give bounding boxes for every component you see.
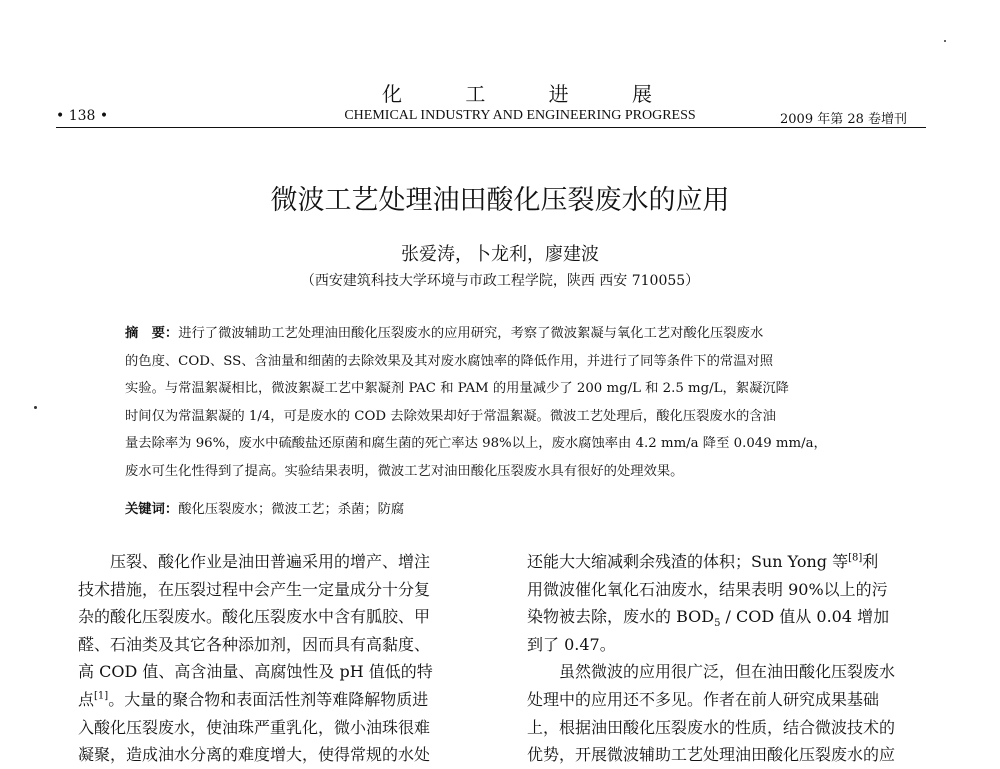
abstract-line: 的色度、COD、SS、含油量和细菌的去除效果及其对废水腐蚀率的降低作用，并进行了同等条件下的常温对照 <box>125 353 774 369</box>
body-line: 到了 0.47。 <box>527 634 616 654</box>
body-line: 入酸化压裂废水，使油珠严重乳化，微小油珠很难 <box>78 717 431 737</box>
body-text: 染物被去除，废水的 BOD <box>527 607 715 627</box>
body-column-left <box>78 548 463 769</box>
citation-ref: [8] <box>848 552 863 564</box>
abstract <box>125 320 875 486</box>
body-line <box>527 603 912 631</box>
body-line: 上，根据油田酸化压裂废水的性质，结合微波技术的 <box>527 717 896 737</box>
keywords-text: 酸化压裂废水；微波工艺；杀菌；防腐 <box>178 502 405 517</box>
body-line: 压裂、酸化作业是油田普遍采用的增产、增注 <box>110 552 431 571</box>
journal-name-chinese <box>382 78 652 107</box>
body-line: 技术措施，在压裂过程中会产生一定量成分十分复 <box>78 579 431 599</box>
article-title: 微波工艺处理油田酸化压裂废水的应用 <box>270 185 730 216</box>
body-line: 虽然微波的应用很广泛，但在油田酸化压裂废水 <box>559 662 896 682</box>
body-line: 用微波催化氧化石油废水，结果表明 90%以上的污 <box>527 579 888 599</box>
journal-name-english: CHEMICAL INDUSTRY AND ENGINEERING PROGRESS <box>344 108 696 123</box>
abstract-line: 时间仅为常温絮凝的 1/4，可是废水的 COD 去除效果却好于常温絮凝。微波工艺处理后，酸化压裂废水的含油 <box>125 408 776 424</box>
abstract-line: 量去除率为 96%，废水中硫酸盐还原菌和腐生菌的死亡率达 98%以上，废水腐蚀率由 4.2 mm/a 降至 0.049 mm/a， <box>125 436 827 452</box>
journal-char: 化 <box>382 82 402 106</box>
journal-char: 工 <box>465 82 486 106</box>
body-text: 点 <box>78 689 95 709</box>
issue-info: 2009 年第 28 卷增刊 <box>780 112 908 127</box>
abstract-line <box>125 320 875 348</box>
body-line: 高 COD 值、高含油量、高腐蚀性及 pH 值低的特 <box>78 662 433 682</box>
abstract-label: 摘 要： <box>125 326 179 341</box>
subscript: 5 <box>714 618 721 630</box>
abstract-line: 废水可生化性得到了提高。实验结果表明，微波工艺对油田酸化压裂废水具有很好的处理效果。 <box>125 463 684 479</box>
body-text: 还能大大缩减剩余残渣的体积；Sun Yong 等 <box>527 552 849 571</box>
page-number: • 138 • <box>56 108 109 124</box>
abstract-line: 实验。与常温絮凝相比，微波絮凝工艺中絮凝剂 PAC 和 PAM 的用量减少了 200 mg/L 和 2.5 mg/L，絮凝沉降 <box>125 381 789 397</box>
scan-speck <box>34 406 37 409</box>
body-line <box>78 686 463 714</box>
body-line: 醛、石油类及其它各种添加剂，因而具有高黏度、 <box>78 634 431 654</box>
keywords-label: 关键词： <box>125 502 179 517</box>
body-text: / COD 值从 0.04 增加 <box>720 607 890 627</box>
journal-char: 展 <box>631 82 652 106</box>
header-rule <box>56 127 926 128</box>
citation-ref: [1] <box>94 690 109 702</box>
body-text: 利 <box>862 552 879 571</box>
journal-char: 进 <box>548 82 569 106</box>
article-authors: 张爱涛，卜龙利，廖建波 <box>401 244 599 265</box>
scan-speck <box>944 40 946 42</box>
body-line: 优势，开展微波辅助工艺处理油田酸化压裂废水的应 <box>527 745 896 765</box>
body-column-right <box>527 548 912 769</box>
body-line <box>527 548 912 576</box>
body-line: 处理中的应用还不多见。作者在前人研究成果基础 <box>527 689 880 709</box>
keywords <box>125 498 875 517</box>
article-affiliation: （西安建筑科技大学环境与市政工程学院，陕西 西安 710055） <box>300 273 700 289</box>
body-text: 。大量的聚合物和表面活性剂等难降解物质进 <box>108 689 429 709</box>
body-line: 杂的酸化压裂废水。酸化压裂废水中含有胍胶、甲 <box>78 607 431 627</box>
abstract-text: 进行了微波辅助工艺处理油田酸化压裂废水的应用研究，考察了微波絮凝与氧化工艺对酸化压裂废水 <box>178 326 764 341</box>
body-line: 凝聚，造成油水分离的难度增大，使得常规的水处 <box>78 745 431 765</box>
